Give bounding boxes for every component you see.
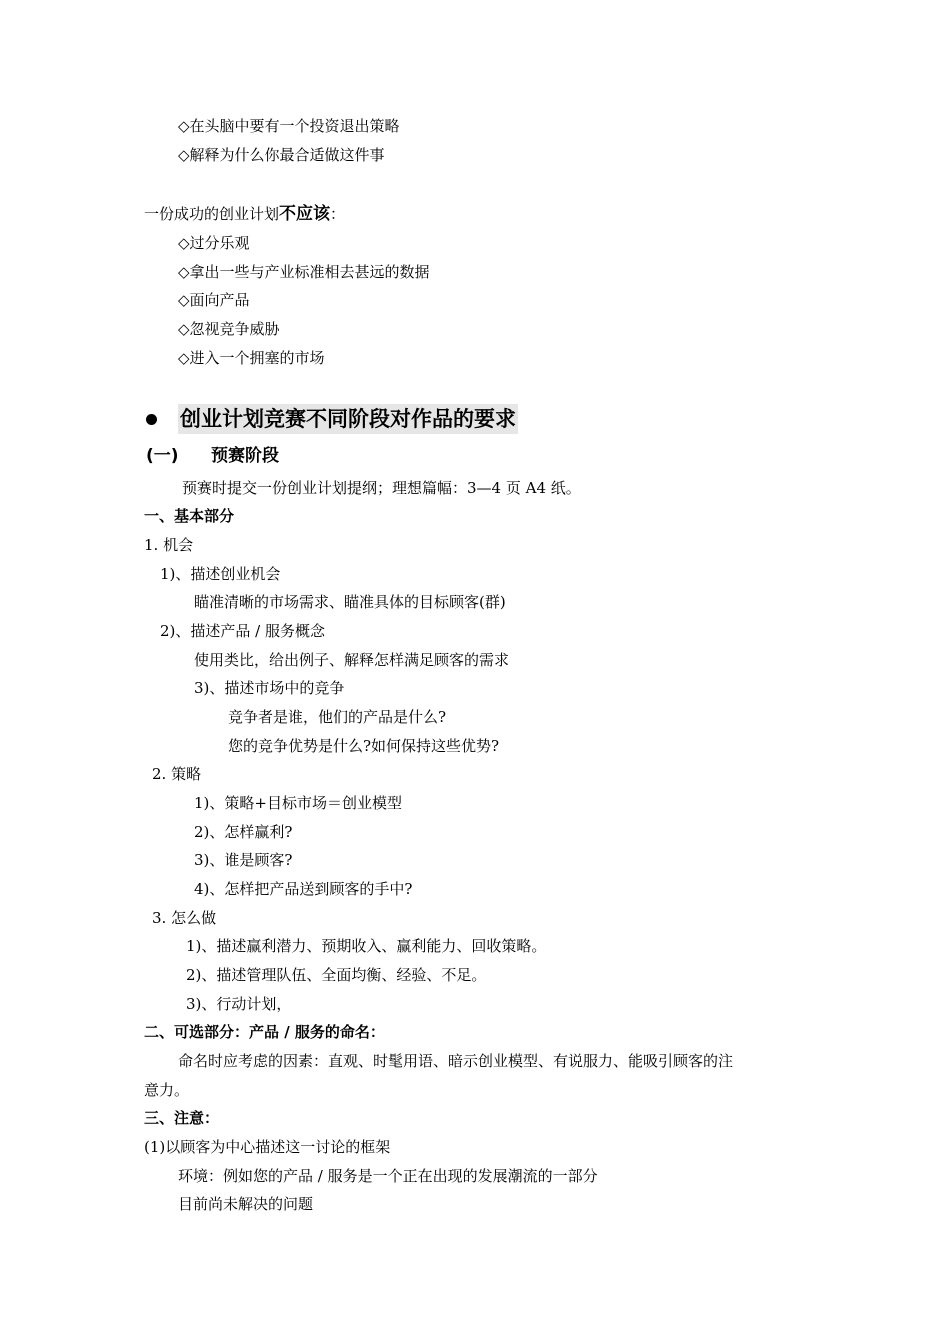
list-item: 4)、怎样把产品送到顾客的手中?: [194, 880, 413, 898]
should-not-prefix: 一份成功的创业计划: [144, 205, 280, 223]
section-heading: [146, 403, 518, 435]
list-item: 竞争者是谁，他们的产品是什么?: [228, 708, 447, 726]
list-item: 2)、描述产品 / 服务概念: [160, 622, 325, 640]
list-item: 目前尚未解决的问题: [178, 1195, 314, 1213]
stage-title: 预赛阶段: [211, 446, 279, 466]
list-item: ◇拿出一些与产业标准相去甚远的数据: [178, 263, 430, 281]
list-item: 1)、描述赢利潜力、预期收入、赢利能力、回收策略。: [186, 937, 547, 955]
list-item: (1)以顾客为中心描述这一讨论的框架: [144, 1138, 391, 1156]
bullet-icon: [146, 414, 157, 425]
list-item: ◇面向产品: [178, 291, 250, 309]
list-item: ◇在头脑中要有一个投资退出策略: [178, 117, 400, 135]
part3-title: 三、注意：: [144, 1109, 220, 1127]
section-title: 创业计划竞赛不同阶段对作品的要求: [178, 404, 518, 434]
list-item: ◇解释为什么你最合适做这件事: [178, 146, 385, 164]
part1-howto: 3. 怎么做: [152, 909, 217, 927]
stage-intro: 预赛时提交一份创业计划提纲；理想篇幅：3—4 页 A4 纸。: [182, 479, 581, 497]
list-item: 3)、谁是顾客?: [194, 851, 293, 869]
part2-text: 命名时应考虑的因素：直观、时髦用语、暗示创业模型、有说服力、能吸引顾客的注: [178, 1052, 734, 1070]
part1-opportunity: 1. 机会: [144, 536, 194, 554]
should-not-suffix: ：: [330, 205, 346, 223]
part1-title: 一、基本部分: [144, 507, 235, 525]
list-item: 1)、策略+目标市场＝创业模型: [194, 794, 402, 812]
list-item: 3)、描述市场中的竞争: [194, 679, 345, 697]
list-item: 您的竞争优势是什么?如何保持这些优势?: [228, 737, 500, 755]
should-not-heading: [144, 204, 345, 224]
list-item: 环境：例如您的产品 / 服务是一个正在出现的发展潮流的一部分: [178, 1167, 598, 1185]
list-item: ◇过分乐观: [178, 234, 250, 252]
list-item: ◇忽视竞争威胁: [178, 320, 280, 338]
part2-text: 意力。: [144, 1081, 190, 1099]
part2-title: 二、可选部分：产品 / 服务的命名：: [144, 1023, 385, 1041]
list-item: 1)、描述创业机会: [160, 565, 281, 583]
list-item: 使用类比，给出例子、解释怎样满足顾客的需求: [194, 651, 510, 669]
list-item: 2)、描述管理队伍、全面均衡、经验、不足。: [186, 966, 487, 984]
part1-strategy: 2. 策略: [152, 765, 202, 783]
stage-number: (一): [146, 446, 179, 466]
list-item: ◇进入一个拥塞的市场: [178, 349, 325, 367]
list-item: 2)、怎样赢利?: [194, 823, 293, 841]
list-item: 3)、行动计划，: [186, 995, 292, 1013]
list-item: 瞄准清晰的市场需求、瞄准具体的目标顾客(群): [194, 593, 506, 611]
should-not-emphasis: 不应该: [279, 204, 331, 224]
